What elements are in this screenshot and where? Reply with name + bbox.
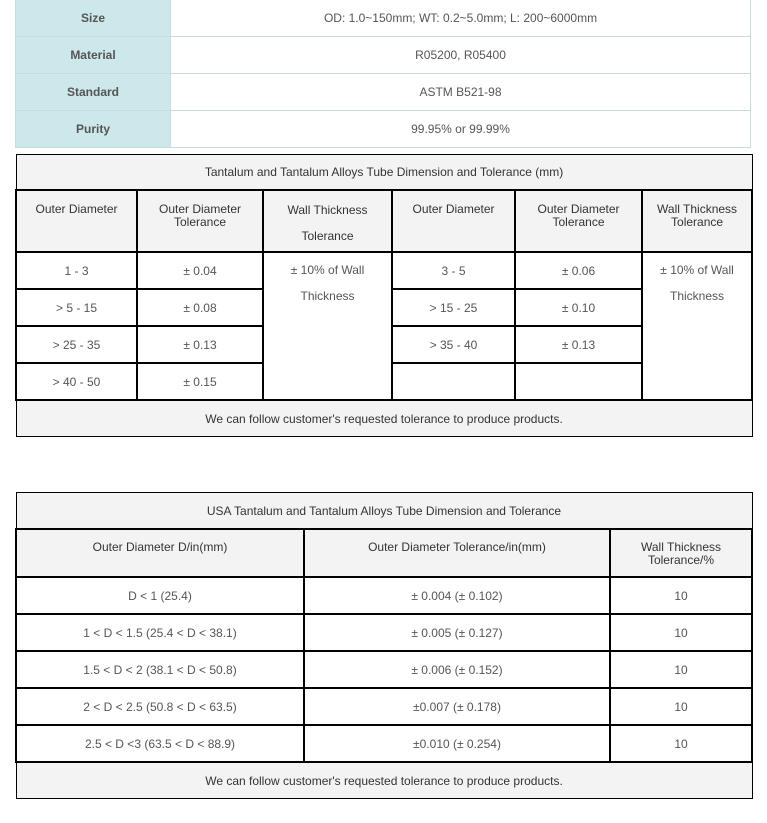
cell-tolerance: ± 0.08: [137, 289, 263, 326]
table-row: [16, 725, 752, 762]
cell-od: [392, 363, 515, 400]
spec-row-standard: [16, 74, 751, 111]
cell-od: > 35 - 40: [392, 326, 515, 363]
cell-tolerance: ± 0.10: [515, 289, 642, 326]
cell-tolerance: ± 0.06: [515, 252, 642, 289]
cell-od-tolerance: ± 0.005 (± 0.127): [304, 614, 610, 651]
spec-label: Standard: [16, 74, 171, 111]
table-row: [16, 688, 752, 725]
cell-od: > 5 - 15: [16, 289, 137, 326]
header-od-tolerance: Outer Diameter Tolerance: [137, 190, 263, 252]
header-od-tolerance: Outer Diameter Tolerance: [515, 190, 642, 252]
table-footer-row: [16, 762, 752, 799]
cell-od-tolerance: ±0.010 (± 0.254): [304, 725, 610, 762]
cell-od: > 15 - 25: [392, 289, 515, 326]
cell-wall-tolerance: 10: [610, 688, 752, 725]
spec-label: Material: [16, 37, 171, 74]
table-title: USA Tantalum and Tantalum Alloys Tube Dimension and Tolerance: [16, 493, 752, 530]
cell-wall-tolerance: 10: [610, 577, 752, 614]
header-outer-diameter: Outer Diameter: [392, 190, 515, 252]
cell-od: > 25 - 35: [16, 326, 137, 363]
table-title-row: [16, 155, 752, 191]
usa-tolerance-table: [15, 492, 753, 799]
cell-wall-tolerance: 10: [610, 725, 752, 762]
cell-tolerance: ± 0.15: [137, 363, 263, 400]
spec-value: OD: 1.0~150mm; WT: 0.2~5.0mm; L: 200~6000mm: [171, 0, 751, 37]
cell-od: 1 < D < 1.5 (25.4 < D < 38.1): [16, 614, 304, 651]
spec-row-material: [16, 37, 751, 74]
table-row: [16, 577, 752, 614]
table-row: [16, 651, 752, 688]
table-footer-note: We can follow customer's requested tolerance to produce products.: [16, 400, 752, 437]
cell-od: 2 < D < 2.5 (50.8 < D < 63.5): [16, 688, 304, 725]
header-wall-thickness-tolerance: Wall Thickness Tolerance/%: [610, 529, 752, 577]
cell-od-tolerance: ±0.007 (± 0.178): [304, 688, 610, 725]
table-header-row: [16, 529, 752, 577]
spec-value: ASTM B521-98: [171, 74, 751, 111]
cell-tolerance: ± 0.04: [137, 252, 263, 289]
header-wall-thickness-tolerance: Wall Thickness Tolerance: [263, 190, 392, 252]
cell-wall-tolerance: ± 10% of Wall Thickness: [642, 252, 752, 400]
cell-tolerance: [515, 363, 642, 400]
cell-od: 3 - 5: [392, 252, 515, 289]
cell-tolerance: ± 0.13: [137, 326, 263, 363]
table-footer-note: We can follow customer's requested tolerance to produce products.: [16, 762, 752, 799]
header-outer-diameter: Outer Diameter: [16, 190, 137, 252]
tolerance-mm-table: [15, 154, 753, 437]
spec-row-size: [16, 0, 751, 37]
table-row: [16, 252, 752, 289]
table-row: [16, 614, 752, 651]
table-title-row: [16, 493, 752, 530]
cell-od: > 40 - 50: [16, 363, 137, 400]
cell-tolerance: ± 0.13: [515, 326, 642, 363]
cell-wall-tolerance: 10: [610, 614, 752, 651]
spec-table: [15, 0, 751, 148]
table-footer-row: [16, 400, 752, 437]
cell-od-tolerance: ± 0.006 (± 0.152): [304, 651, 610, 688]
table-title: Tantalum and Tantalum Alloys Tube Dimension and Tolerance (mm): [16, 155, 752, 191]
cell-od: 1.5 < D < 2 (38.1 < D < 50.8): [16, 651, 304, 688]
header-outer-diameter: Outer Diameter D/in(mm): [16, 529, 304, 577]
header-wall-thickness-tolerance: Wall Thickness Tolerance: [642, 190, 752, 252]
cell-od: D < 1 (25.4): [16, 577, 304, 614]
spec-label: Size: [16, 0, 171, 37]
cell-wall-tolerance: 10: [610, 651, 752, 688]
table-header-row: [16, 190, 752, 252]
cell-wall-tolerance: ± 10% of Wall Thickness: [263, 252, 392, 400]
spec-label: Purity: [16, 111, 171, 148]
cell-od: 1 - 3: [16, 252, 137, 289]
spec-value: R05200, R05400: [171, 37, 751, 74]
header-od-tolerance: Outer Diameter Tolerance/in(mm): [304, 529, 610, 577]
spec-row-purity: [16, 111, 751, 148]
spec-value: 99.95% or 99.99%: [171, 111, 751, 148]
cell-od-tolerance: ± 0.004 (± 0.102): [304, 577, 610, 614]
cell-od: 2.5 < D <3 (63.5 < D < 88.9): [16, 725, 304, 762]
